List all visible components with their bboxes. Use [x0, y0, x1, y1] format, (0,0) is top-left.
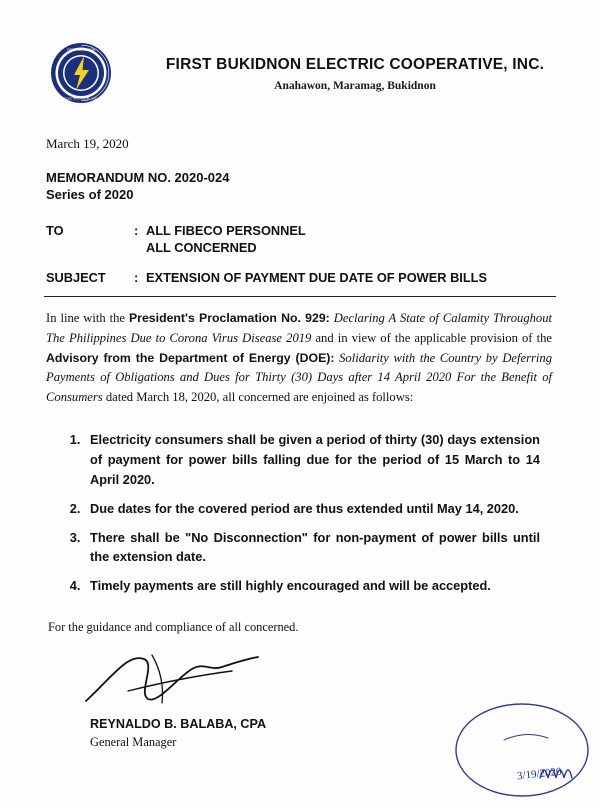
handwritten-signature-icon [82, 647, 272, 713]
list-item: 4. Timely payments are still highly encouraged and will be accepted. [84, 576, 540, 596]
letterhead [42, 0, 558, 120]
to-row [46, 222, 558, 257]
organization-block [152, 56, 558, 92]
to-value-line1: ALL FIBECO PERSONNEL [146, 223, 306, 238]
intro-paragraph [46, 309, 552, 408]
intro-seg-3: dated March 18, 2020, all concerned are enjoined as follows: [102, 390, 414, 405]
received-stamp-icon [444, 692, 594, 802]
directive-list [58, 430, 540, 596]
doe-advisory-reference: Advisory from the Department of Energy (DOE): [46, 350, 335, 365]
list-item: 3. There shall be "No Disconnection" for non-payment of power bills until the extension date. [84, 528, 540, 568]
svg-text:ELECTRIC COOP., INC.: ELECTRIC COOP., INC. [64, 96, 98, 101]
to-colon: : [134, 223, 139, 238]
memorandum-number: MEMORANDUM NO. 2020-024 [46, 170, 230, 185]
organization-name: FIRST BUKIDNON ELECTRIC COOPERATIVE, INC. [165, 56, 545, 73]
intro-seg-1: In line with the [46, 310, 129, 325]
subject-label: SUBJECT [46, 269, 106, 285]
subject-colon: : [134, 269, 139, 285]
organization-address: Anahawon, Maramag, Bukidnon [274, 80, 436, 92]
series-line: Series of 2020 [46, 187, 134, 202]
stamp-date: 3/19/2020 [516, 765, 563, 783]
svg-text:FIRST BUKIDNON: FIRST BUKIDNON [67, 48, 95, 53]
to-value [146, 222, 558, 257]
proclamation-reference: President's Proclamation No. 929: [128, 310, 330, 325]
doe-advisory-title: Solidarity with the Country by Deferring Payments of Obligations and Dues for Thirty (30) Days after 14 April 2020 For the Benefit of Consumers [46, 350, 552, 405]
subject-value: EXTENSION OF PAYMENT DUE DATE OF POWER BILLS [146, 269, 488, 285]
list-item: 1. Electricity consumers shall be given a period of thirty (30) days extension of payment for power bills falling due for the period of 15 March to 14 April 2020. [84, 430, 540, 489]
header-fields [46, 222, 558, 286]
proclamation-title: Declaring A State of Calamity Throughout The Philippines Due to Corona Virus Disease 2019 [46, 310, 553, 345]
subject-row [46, 269, 558, 286]
intro-seg-2: and in view of the applicable provision of the [311, 330, 552, 345]
signatory-name: REYNALDO B. BALABA, CPA [90, 717, 267, 732]
header-divider [44, 296, 556, 297]
to-label: TO [46, 223, 64, 238]
list-item: 2. Due dates for the covered period are thus extended until May 14, 2020. [84, 499, 540, 519]
to-value-line2: ALL CONCERNED [146, 240, 257, 256]
guidance-note: For the guidance and compliance of all concerned. [48, 620, 299, 635]
signatory-title: General Manager [90, 735, 177, 750]
cooperative-seal-icon [50, 42, 112, 104]
document-date: March 19, 2020 [46, 136, 129, 151]
